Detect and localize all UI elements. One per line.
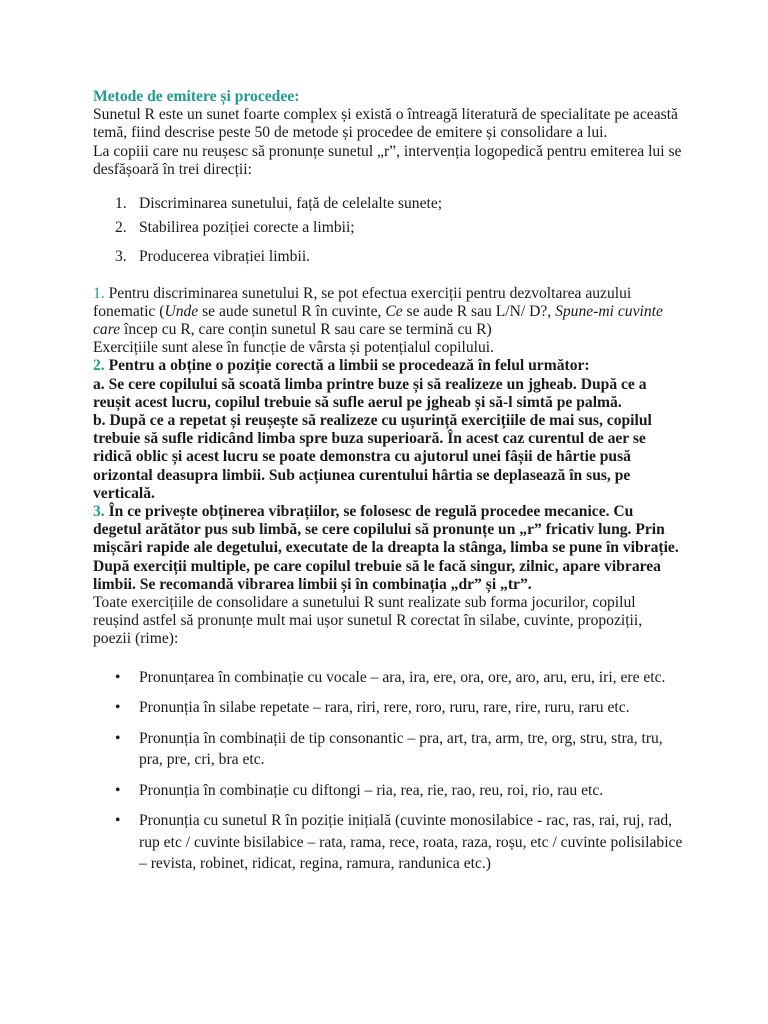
section-1-note: Exercițiile sunt alese în funcție de vârsta și potențialul copilului. (93, 339, 494, 357)
consolidation-paragraph: Toate exercițiile de consolidare a sunetului R sunt realizate sub forma jocurilor, copilul reușind astfel să pronunțe mult mai ușor sunetul R corectat în silabe, cuvinte, propoziții, poezii (rime): (93, 594, 643, 648)
section-2-step-b: b. După ce a repetat și reușește să realizeze cu ușurință exercițiile de mai sus, copilul trebuie să sufle ridicând limba spre buza superioară. În acest caz curentul de aer se ridică oblic și acest lucru se poate demonstra cu ajutorul unei fâșii de hârtie pusă orizontal deasupra limbii. Sub acțiunea curentului hârtia se deplasează în sus, pe verticală. (93, 412, 652, 502)
bullet-icon: • (115, 812, 121, 830)
list-item-text: Pronunția în silabe repetate – rara, riri, rere, roro, ruru, rare, rire, ruru, raru etc. (139, 699, 630, 717)
list-item (93, 728, 683, 771)
section-2-number: 2. (93, 357, 105, 375)
intro-paragraph: Sunetul R este un sunet foarte complex și există o întreagă literatură de specialitate pe această temă, fiind descrise peste 50 de metode și procedee de emitere și consolidare a lui. (93, 106, 678, 142)
bullet-icon: • (115, 668, 121, 686)
list-item-text: Pronunția în combinație cu diftongi – ria, rea, rie, rao, reu, roi, rio, rau etc. (139, 781, 604, 799)
intro-paragraph-2: La copiii care nu reușesc să pronunțe sunetul „r”, intervenția logopedică pentru emiterea lui se desfășoară în trei direcții: (93, 142, 682, 178)
list-item (93, 697, 683, 719)
list-number: 2. (115, 219, 127, 237)
list-item (93, 248, 683, 266)
list-item (93, 810, 683, 875)
list-item (93, 780, 683, 802)
section-1-number: 1. (93, 284, 105, 302)
section-3-paragraph: 3. În ce privește obținerea vibrațiilor, se folosesc de regulă procedee mecanice. Cu degetul arătător pus sub limbă, se cere copilului să pronunțe un „r” fricativ lung. Prin mișcări rapide ale degetului, executate de la dreapta la stânga, limba se pune în vibrație. După exerciții multiple, pe care copilul trebuie să le facă singur, zilnic, apare vibrarea limbii. Se recomandă vibrarea limbii și în combinația „dr” și „tr”. (93, 503, 679, 593)
list-number: 3. (115, 248, 127, 266)
list-item-text: Pronunția în combinații de tip consonantic – pra, art, tra, arm, tre, org, stru, stra, tru, pra, pre, cri, bra etc. (139, 729, 663, 769)
list-item (93, 195, 683, 213)
document-body (93, 88, 683, 884)
exercise-list (93, 667, 683, 875)
list-item (93, 667, 683, 689)
list-number: 1. (115, 195, 127, 213)
bullet-icon: • (115, 781, 121, 799)
section-2-title: 2. Pentru a obține o poziție corectă a limbii se procedează în felul următor: (93, 357, 590, 375)
section-heading: Metode de emitere și procedee: (93, 88, 300, 105)
list-item-text: Producerea vibrației limbii. (139, 248, 311, 266)
directions-list (93, 195, 683, 267)
list-item-text: Pronunțarea în combinație cu vocale – ara, ira, ere, ora, ore, aro, aru, eru, iri, ere etc. (139, 668, 666, 686)
list-item (93, 219, 683, 237)
list-item-text: Stabilirea poziției corecte a limbii; (139, 219, 355, 237)
list-item-text: Discriminarea sunetului, față de celelalte sunete; (139, 195, 443, 213)
section-3-number: 3. (93, 503, 105, 521)
section-2-step-a: a. Se cere copilului să scoată limba printre buze și să realizeze un jgheab. După ce a reușit acest lucru, copilul trebuie să sufle aerul pe jgheab și să-l simtă pe palmă. (93, 375, 647, 411)
bullet-icon: • (115, 699, 121, 717)
list-item-text: Pronunția cu sunetul R în poziție inițială (cuvinte monosilabice - rac, ras, rai, ruj, rad, rup etc / cuvinte bisilabice – rata, rama, rece, roata, raza, roșu, etc / cuvinte polisilabice – revista, robinet, ridicat, regina, ramura, randunica etc.) (139, 812, 683, 873)
section-1-paragraph: 1. Pentru discriminarea sunetului R, se pot efectua exerciții pentru dezvoltarea auzului fonematic (Unde se aude sunetul R în cuvinte, Ce se aude R sau L/N/ D?, Spune-mi cuvinte care încep cu R, care conțin sunetul R sau care se termină cu R) (93, 284, 663, 339)
bullet-icon: • (115, 729, 121, 747)
